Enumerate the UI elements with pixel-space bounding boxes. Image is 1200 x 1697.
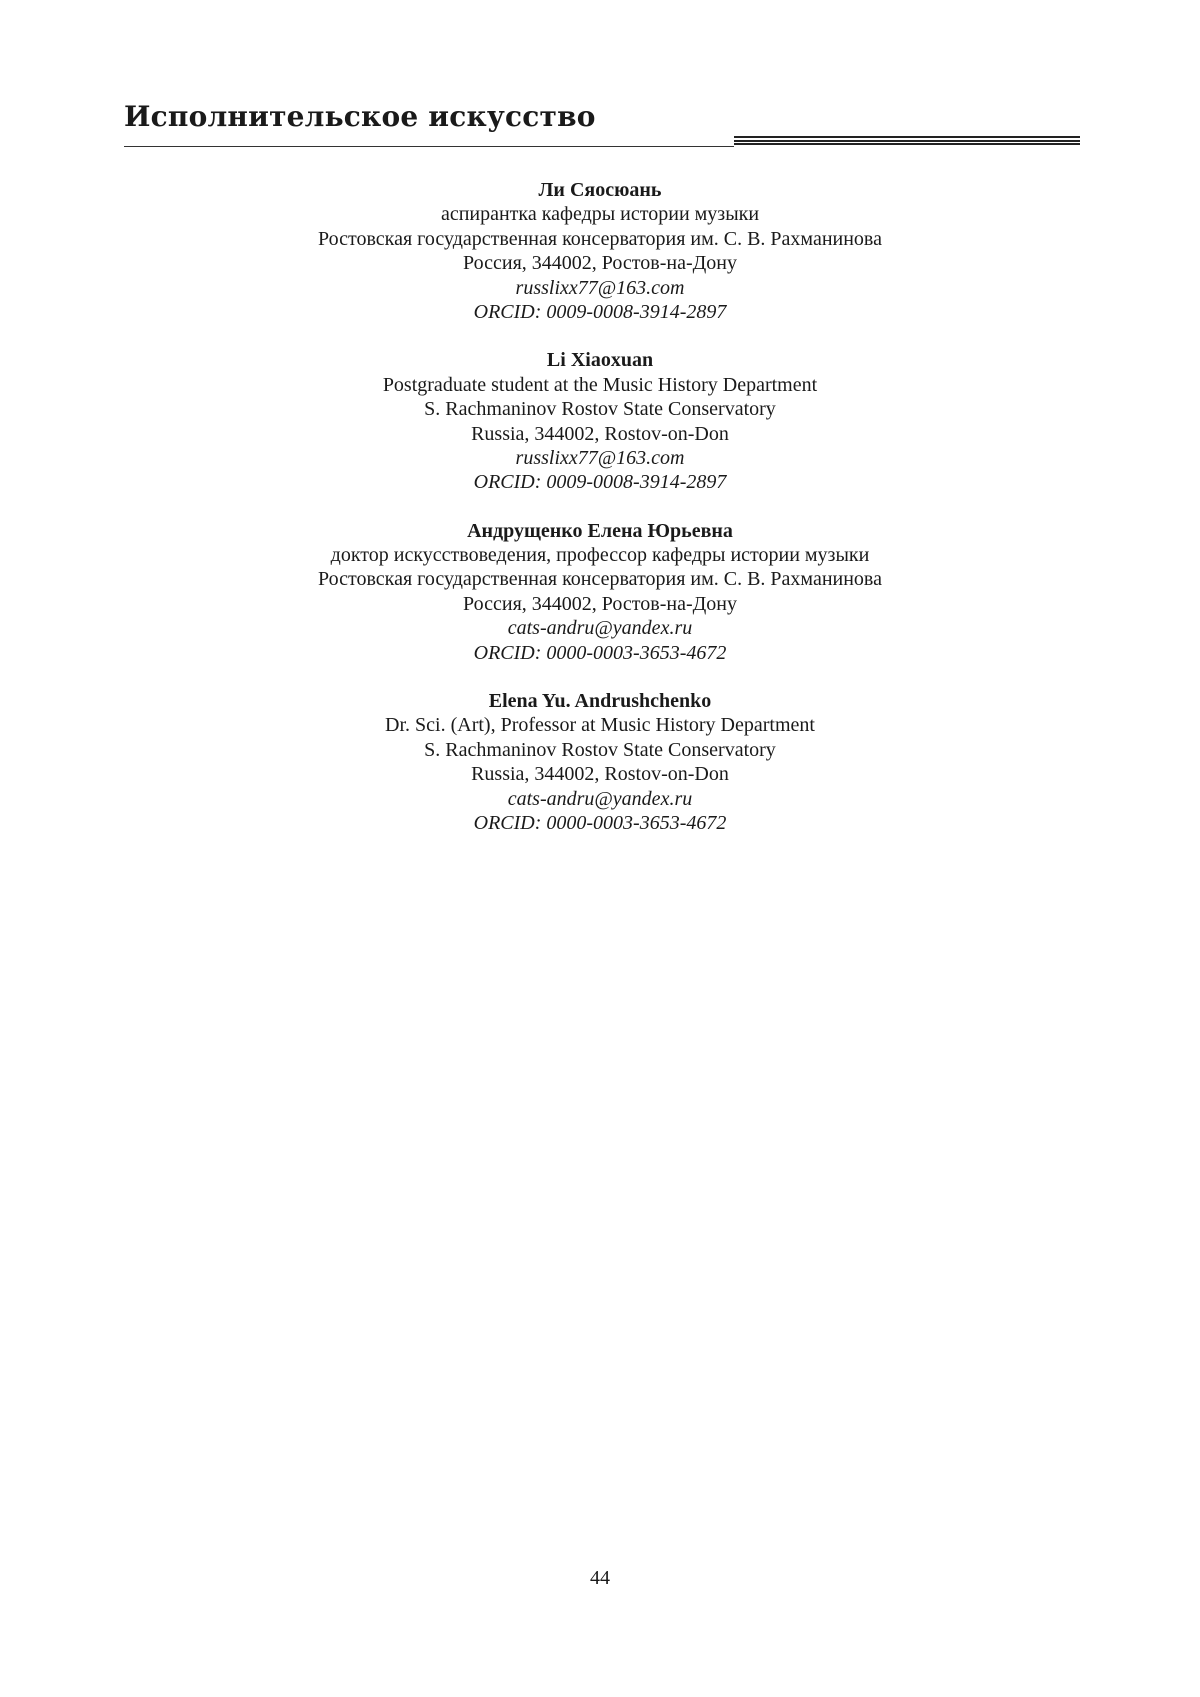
author-orcid: ORCID: 0009-0008-3914-2897: [473, 471, 727, 494]
author-affiliation: S. Rachmaninov Rostov State Conservatory: [424, 738, 776, 761]
header-rule-triple: [734, 136, 1080, 147]
author-orcid: ORCID: 0009-0008-3914-2897: [473, 300, 727, 323]
author-name: Elena Yu. Andrushchenko: [488, 690, 712, 713]
header-rule-line: [734, 143, 1080, 145]
author-email: cats-andru@yandex.ru: [507, 787, 693, 810]
author-orcid: ORCID: 0000-0003-3653-4672: [473, 641, 727, 664]
author-address: Russia, 344002, Rostov-on-Don: [471, 422, 729, 445]
author-block-ru-1: [0, 178, 1200, 324]
section-title: Исполнительское искусство: [124, 100, 596, 133]
author-name: Ли Сяосюань: [538, 179, 662, 201]
author-orcid: ORCID: 0000-0003-3653-4672: [473, 811, 727, 834]
author-block-ru-2: [0, 519, 1200, 665]
header-rule-line: [734, 140, 1080, 142]
author-name: Li Xiaoxuan: [546, 349, 654, 372]
author-affiliation: S. Rachmaninov Rostov State Conservatory: [424, 398, 776, 421]
author-position: доктор искусствоведения, профессор кафедры истории музыки: [330, 544, 870, 567]
author-affiliation: Ростовская государственная консерватория им. С. В. Рахманинова: [317, 568, 882, 591]
header-rule-line: [734, 136, 1080, 138]
author-address: Russia, 344002, Rostov-on-Don: [471, 763, 729, 786]
author-position: аспирантка кафедры истории музыки: [440, 203, 760, 226]
author-position: Dr. Sci. (Art), Professor at Music History Department: [385, 714, 815, 737]
header-rule-thin: [124, 146, 734, 147]
author-address: Россия, 344002, Ростов-на-Дону: [463, 252, 737, 275]
author-block-en-2: [0, 689, 1200, 835]
author-email: russlixx77@163.com: [515, 446, 685, 469]
author-name: Андрущенко Елена Юрьевна: [467, 519, 733, 542]
page-number: 44: [590, 1567, 610, 1589]
author-email: russlixx77@163.com: [515, 276, 685, 299]
author-affiliation: Ростовская государственная консерватория им. С. В. Рахманинова: [317, 227, 882, 250]
author-block-en-1: [0, 348, 1200, 494]
author-email: cats-andru@yandex.ru: [507, 617, 693, 640]
author-address: Россия, 344002, Ростов-на-Дону: [463, 592, 737, 615]
author-position: Postgraduate student at the Music History Department: [382, 373, 818, 396]
author-info-list: [0, 178, 1200, 859]
